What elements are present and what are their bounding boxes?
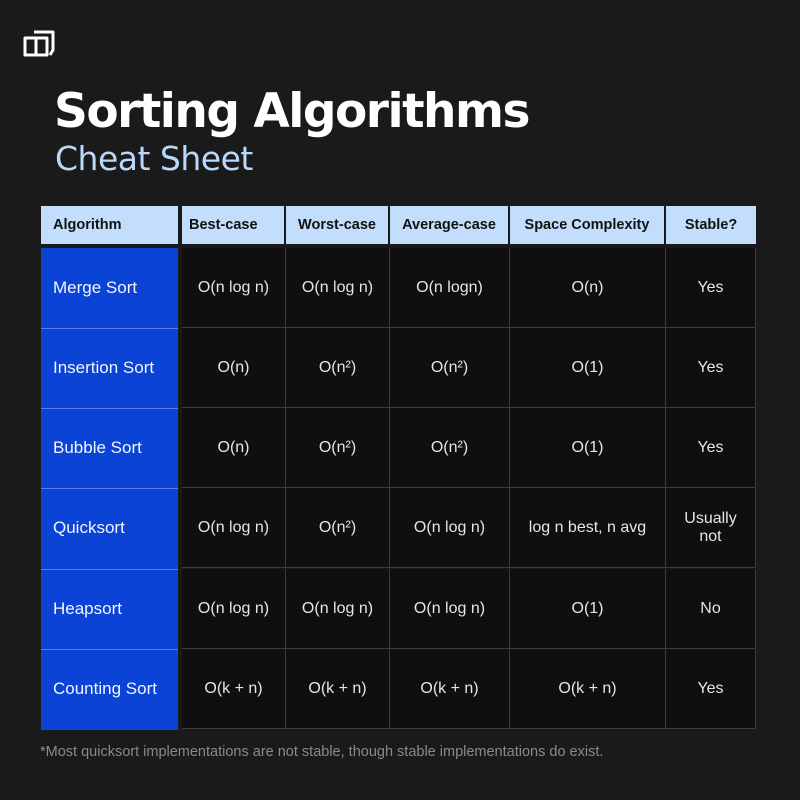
algorithm-name-heapsort: Heapsort	[53, 599, 122, 618]
space-complexity-cell: O(k + n)	[510, 649, 666, 729]
space-complexity-cell: O(1)	[510, 569, 666, 649]
best-case-cell: O(n log n)	[182, 569, 286, 649]
stable-cell: No	[666, 569, 756, 649]
header-algorithm: Algorithm	[41, 206, 178, 244]
page-subtitle: Cheat Sheet	[55, 139, 253, 178]
best-case-cell: O(n log n)	[182, 488, 286, 568]
header-worst-case: Worst-case	[286, 206, 388, 244]
stable-cell: Usually not	[666, 488, 756, 568]
worst-case-cell: O(k + n)	[286, 649, 390, 729]
average-case-cell: O(n log n)	[390, 569, 510, 649]
average-case-cell: O(k + n)	[390, 649, 510, 729]
space-complexity-cell: O(n)	[510, 248, 666, 328]
algorithm-name-insertion-sort: Insertion Sort	[53, 358, 155, 377]
average-case-cell: O(n logn)	[390, 248, 510, 328]
average-case-cell: O(n²)	[390, 328, 510, 408]
stable-cell: Yes	[666, 248, 756, 328]
cube-outline-icon	[22, 26, 56, 58]
average-case-cell: O(n log n)	[390, 488, 510, 568]
page-title: Sorting Algorithms	[54, 84, 529, 139]
space-complexity-cell: O(1)	[510, 408, 666, 488]
best-case-cell: O(k + n)	[182, 649, 286, 729]
worst-case-cell: O(n²)	[286, 408, 390, 488]
sorting-table	[40, 206, 756, 730]
stable-cell: Yes	[666, 649, 756, 729]
average-case-cell: O(n²)	[390, 408, 510, 488]
worst-case-cell: O(n²)	[286, 488, 390, 568]
worst-case-cell: O(n²)	[286, 328, 390, 408]
header-best-case: Best-case	[182, 206, 284, 244]
algorithm-column	[41, 248, 178, 730]
stable-cell: Yes	[666, 328, 756, 408]
space-complexity-cell: O(1)	[510, 328, 666, 408]
algorithm-name-counting-sort: Counting Sort	[53, 679, 157, 698]
header-space-complexity: Space Complexity	[510, 206, 664, 244]
header-stable: Stable?	[666, 206, 756, 244]
footnote: *Most quicksort implementations are not stable, though stable implementations do exist.	[40, 744, 604, 760]
worst-case-cell: O(n log n)	[286, 248, 390, 328]
algorithm-name-quicksort: Quicksort	[53, 518, 125, 537]
worst-case-cell: O(n log n)	[286, 569, 390, 649]
best-case-cell: O(n)	[182, 408, 286, 488]
best-case-cell: O(n log n)	[182, 248, 286, 328]
header-average-case: Average-case	[390, 206, 508, 244]
space-complexity-cell: log n best, n avg	[510, 488, 666, 568]
best-case-cell: O(n)	[182, 328, 286, 408]
algorithm-name-bubble-sort: Bubble Sort	[53, 438, 142, 457]
algorithm-name-merge-sort: Merge Sort	[53, 278, 138, 297]
stable-cell: Yes	[666, 408, 756, 488]
